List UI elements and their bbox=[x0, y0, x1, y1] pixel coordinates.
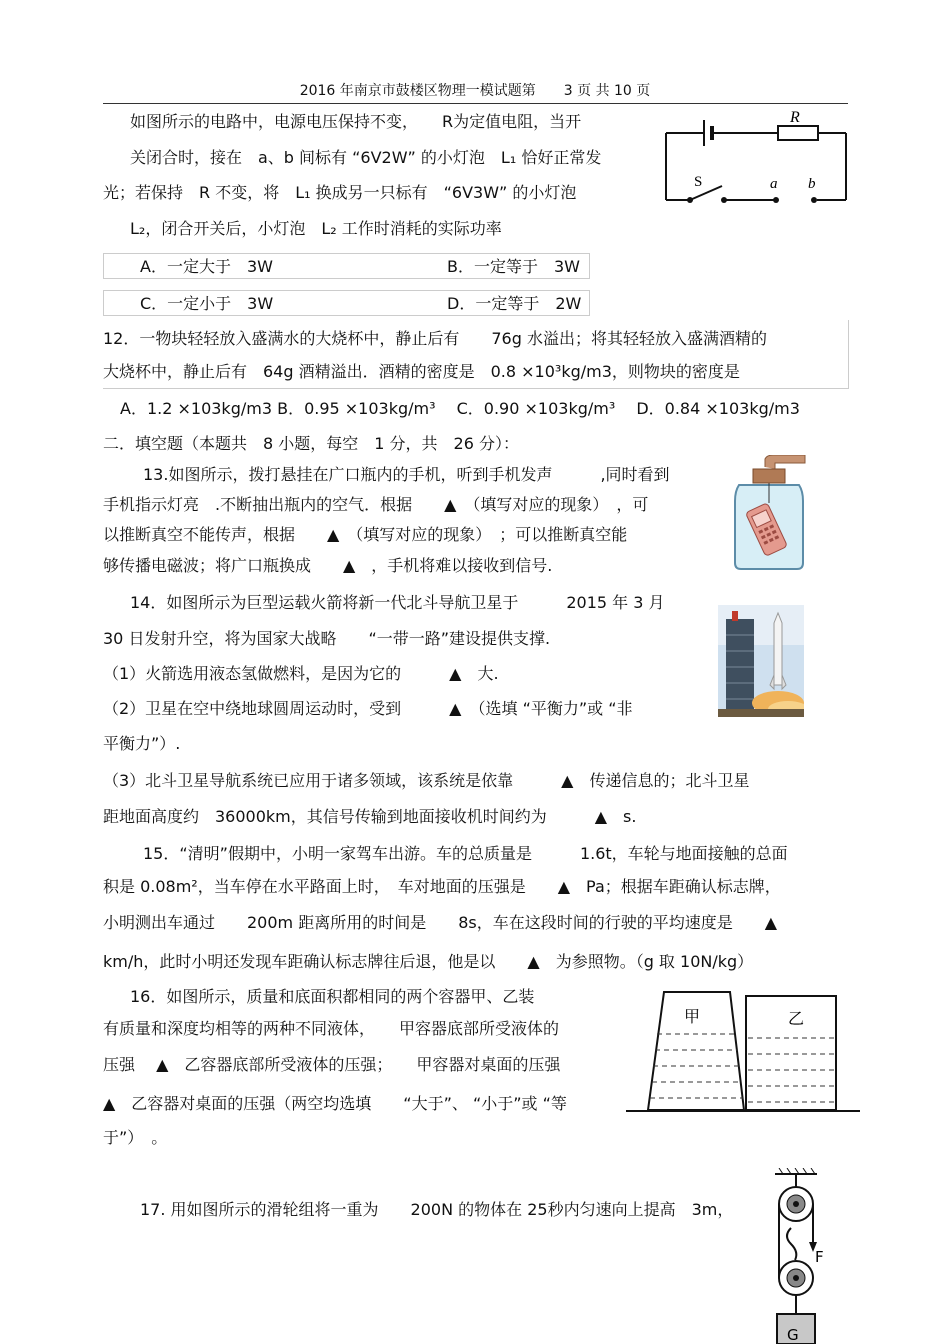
terminal-a bbox=[773, 197, 779, 203]
label-jia: 甲 bbox=[684, 1007, 701, 1026]
q14-sub1: （1）火箭选用液态氢做燃料，是因为它的 ▲ 大. bbox=[103, 664, 499, 683]
jar-phone-figure bbox=[725, 455, 815, 575]
q13-line3: 以推断真空不能传声，根据 ▲ （填写对应的现象） ；可以推断真空能 bbox=[103, 525, 628, 544]
q12-options: A．1.2 ×103kg/m3 B．0.95 ×103kg/m³ C．0.90 ×103kg/m³ D．0.84 ×103kg/m3 bbox=[120, 399, 800, 418]
q14-line2: 30 日发射升空，将为国家大战略 “一带一路”建设提供支撑. bbox=[103, 629, 551, 648]
label-f: F bbox=[815, 1248, 824, 1266]
label-r: R bbox=[790, 109, 800, 126]
q11-line1: 如图所示的电路中，电源电压保持不变， R为定值电阻，当开 bbox=[130, 112, 582, 131]
q11-option-d: D．一定等于 2W bbox=[447, 294, 582, 313]
label-b: b bbox=[808, 176, 816, 192]
pulley-figure bbox=[765, 1168, 845, 1344]
q13-line1: 13.如图所示，拨打悬挂在广口瓶内的手机，听到手机发声 ,同时看到 bbox=[143, 465, 670, 484]
q11-line4: L₂，闭合开关后，小灯泡 L₂ 工作时消耗的实际功率 bbox=[130, 219, 502, 238]
q11-option-c: C．一定小于 3W bbox=[140, 294, 274, 313]
q14-sub3-cont: 距地面高度约 36000km，其信号传输到地面接收机时间约为 ▲ s. bbox=[103, 807, 637, 826]
q12-line2: 大烧杯中，静止后有 64g 酒精溢出．酒精的密度是 0.8 ×10³kg/m3，则物块的密度是 bbox=[103, 362, 740, 381]
q11-option-b: B．一定等于 3W bbox=[447, 257, 580, 276]
q14-sub3: （3）北斗卫星导航系统已应用于诸多领域，该系统是依靠 ▲ 传递信息的；北斗卫星 bbox=[103, 771, 750, 790]
rocket bbox=[774, 613, 782, 685]
q11-line2: 关闭合时，接在 a、b 间标有 “6V2W” 的小灯泡 L₁ 恰好正常发 bbox=[130, 148, 602, 167]
terminal-b bbox=[811, 197, 817, 203]
resistor bbox=[778, 126, 818, 140]
containers-figure bbox=[626, 988, 862, 1118]
q15-line3: 小明测出车通过 200m 距离所用的时间是 8s，车在这段时间的行驶的平均速度是 ▲ bbox=[103, 913, 778, 932]
page-header: 2016 年南京市鼓楼区物理一模试题第 3 页 共 10 页 bbox=[299, 83, 651, 99]
q16-line5: 于”） 。 bbox=[103, 1128, 168, 1147]
circuit-diagram bbox=[660, 108, 850, 208]
q16-line4: ▲ 乙容器对桌面的压强（两空均选填 “大于”、 “小于”或 “等 bbox=[103, 1094, 567, 1113]
label-a: a bbox=[770, 176, 778, 192]
header-rule bbox=[103, 103, 848, 104]
q16-line2: 有质量和深度均相等的两种不同液体， 甲容器底部所受液体的 bbox=[103, 1019, 560, 1038]
q14-sub2-cont: 平衡力”）. bbox=[103, 734, 181, 753]
q13-line4: 够传播电磁波；将广口瓶换成 ▲ ，手机将难以接收到信号. bbox=[103, 556, 553, 575]
q15-line4: km/h，此时小明还发现车距确认标志牌往后退，他是以 ▲ 为参照物。（g 取 10N/kg） bbox=[103, 952, 754, 971]
label-yi: 乙 bbox=[788, 1009, 805, 1028]
q15-line2: 积是 0.08m²，当车停在水平路面上时， 车对地面的压强是 ▲ Pa；根据车距确认标志牌， bbox=[103, 877, 781, 896]
section-title: 二．填空题（本题共 8 小题，每空 1 分，共 26 分）： bbox=[103, 434, 519, 453]
label-s: S bbox=[694, 174, 703, 190]
q14-sub2: （2）卫星在空中绕地球圆周运动时，受到 ▲ （选填 “平衡力”或 “非 bbox=[103, 699, 633, 718]
q15-line1: 15．“清明”假期中，小明一家驾车出游。车的总质量是 1.6t，车轮与地面接触的总面 bbox=[143, 844, 788, 863]
q12-line1: 12．一物块轻轻放入盛满水的大烧杯中，静止后有 76g 水溢出；将其轻轻放入盛满酒精的 bbox=[103, 329, 767, 348]
q16-line3: 压强 ▲ 乙容器底部所受液体的压强； 甲容器对桌面的压强 bbox=[103, 1055, 561, 1074]
label-g: G bbox=[787, 1326, 799, 1344]
jar-stopper bbox=[753, 469, 785, 483]
q11-option-a: A．一定大于 3W bbox=[140, 257, 273, 276]
q16-line1: 16．如图所示，质量和底面积都相同的两个容器甲、乙装 bbox=[130, 987, 535, 1006]
q11-line3: 光；若保持 R 不变，将 L₁ 换成另一只标有 “6V3W” 的小灯泡 bbox=[103, 183, 577, 202]
rocket-launch-photo bbox=[718, 605, 804, 717]
launch-tower bbox=[726, 619, 754, 711]
q14-line1: 14．如图所示为巨型运载火箭将新一代北斗导航卫星于 2015 年 3 月 bbox=[130, 593, 665, 612]
q13-line2: 手机指示灯亮 .不断抽出瓶内的空气．根据 ▲ （填写对应的现象） ，可 bbox=[103, 495, 649, 514]
q17-line1: 17. 用如图所示的滑轮组将一重为 200N 的物体在 25秒内匀速向上提高 3m， bbox=[140, 1200, 734, 1219]
